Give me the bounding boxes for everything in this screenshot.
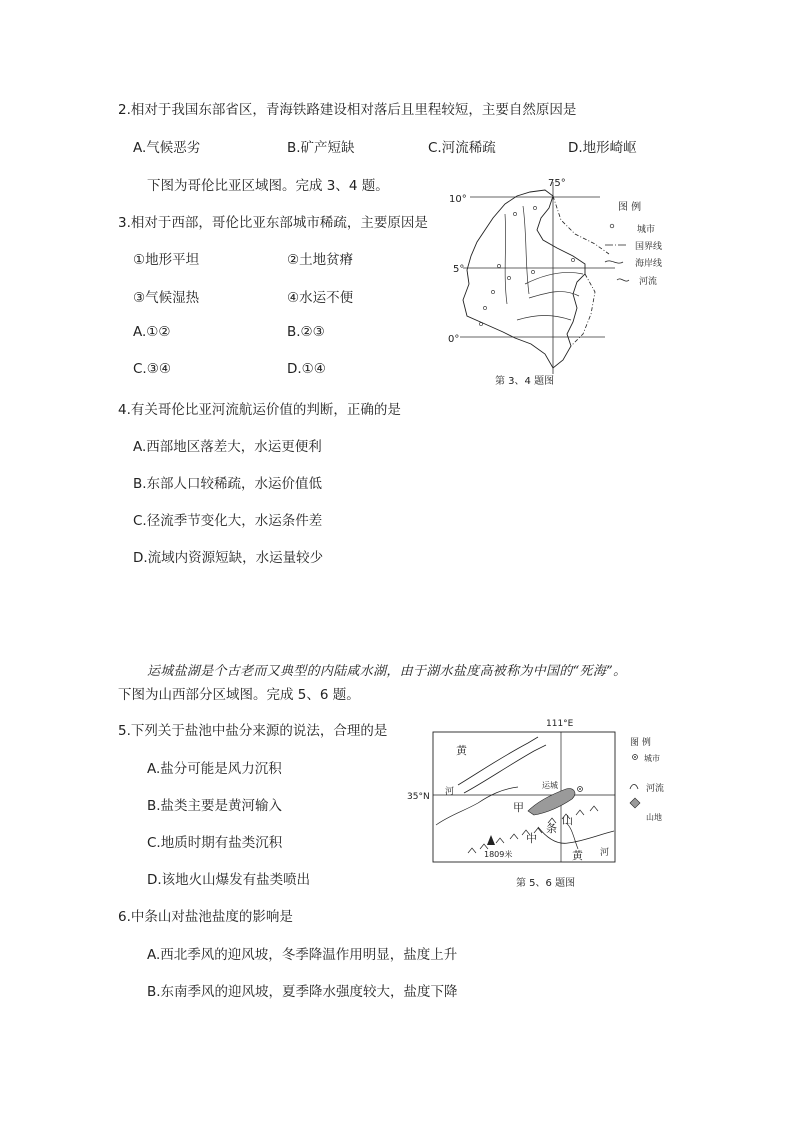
river-5 xyxy=(517,316,571,321)
q3-option-d: D.①④ xyxy=(287,361,326,377)
q3-option-b: B.②③ xyxy=(287,324,325,340)
city-dot-5 xyxy=(491,290,494,293)
label-jia: 甲 xyxy=(513,801,524,814)
shanxi-map xyxy=(378,715,708,893)
q5-stem: 5.下列关于盐池中盐分来源的说法，合理的是 xyxy=(118,723,388,739)
q3-stem: 3.相对于西部，哥伦比亚东部城市稀疏，主要原因是 xyxy=(118,215,428,231)
q5-option-a: A.盐分可能是风力沉积 xyxy=(147,761,282,777)
q6-stem: 6.中条山对盐池盐度的影响是 xyxy=(118,909,293,925)
intro-3-4: 下图为哥伦比亚区域图。完成 3、4 题。 xyxy=(147,178,389,194)
colombia-map xyxy=(445,174,685,389)
legend-city-icon xyxy=(610,224,614,228)
q4-option-b: B.东部人口较稀疏，水运价值低 xyxy=(133,476,323,492)
map1-legend-city: 城市 xyxy=(637,225,656,235)
q4-option-d: D.流域内资源短缺，水运量较少 xyxy=(133,550,324,566)
map2-legend-river: 河流 xyxy=(646,784,665,794)
label-yuncheng: 运城 xyxy=(542,781,558,790)
q3-option-a: A.①② xyxy=(133,324,171,340)
q2-option-a: A.气候恶劣 xyxy=(133,140,201,156)
map2-legend-mountain: 山地 xyxy=(646,813,662,822)
legend-mountain-icon xyxy=(630,798,640,808)
q2-option-b: B.矿产短缺 xyxy=(287,140,355,156)
lat-label-5: 5° xyxy=(453,264,465,275)
city-dot-2 xyxy=(533,206,536,209)
q4-stem: 4.有关哥伦比亚河流航运价值的判断，正确的是 xyxy=(118,402,401,418)
legend-river-icon xyxy=(617,279,629,281)
lat-label-35: 35°N xyxy=(407,792,430,802)
q3-item-1: ①地形平坦 xyxy=(133,252,200,268)
map2-legend-title: 图 例 xyxy=(630,738,651,748)
label-huang-bottom: 黄 xyxy=(572,849,583,862)
city-dot-3 xyxy=(497,264,500,267)
label-tiao: 条 xyxy=(546,822,557,835)
lon-label-111: 111°E xyxy=(546,719,574,729)
label-he-bottom: 河 xyxy=(600,848,610,858)
city-dot-4 xyxy=(507,276,510,279)
yellow-river-upper-1 xyxy=(458,737,538,785)
q3-item-3: ③气候湿热 xyxy=(133,290,200,306)
label-shan: 山 xyxy=(562,814,573,827)
map1-legend-title: 图 例 xyxy=(618,202,642,213)
city-dot-1 xyxy=(513,212,516,215)
river-2 xyxy=(523,206,529,294)
border-line-2 xyxy=(571,274,595,346)
river-3 xyxy=(525,272,583,284)
map1-caption: 第 3、4 题图 xyxy=(495,376,555,387)
peak-triangle-icon xyxy=(487,835,495,845)
q5-option-b: B.盐类主要是黄河输入 xyxy=(147,798,283,814)
label-he-left: 河 xyxy=(445,787,455,797)
label-zhong: 中 xyxy=(526,832,537,845)
river-1 xyxy=(505,214,507,304)
lat-label-10: 10° xyxy=(449,194,467,205)
river-4 xyxy=(529,292,579,298)
map2-legend-city: 城市 xyxy=(644,754,660,763)
q3-item-2: ②土地贫瘠 xyxy=(287,252,354,268)
q2-stem: 2.相对于我国东部省区，青海铁路建设相对落后且里程较短，主要自然原因是 xyxy=(118,102,577,118)
q3-item-4: ④水运不便 xyxy=(287,290,354,306)
border-line-1 xyxy=(553,196,609,254)
label-huang-top: 黄 xyxy=(456,744,467,757)
map2-caption: 第 5、6 题图 xyxy=(516,878,576,889)
map1-legend-river: 河流 xyxy=(639,277,658,287)
q5-option-d: D.该地火山爆发有盐类喷出 xyxy=(147,872,311,888)
q6-option-a: A.西北季风的迎风坡，冬季降温作用明显，盐度上升 xyxy=(147,947,458,963)
q2-option-d: D.地形崎岖 xyxy=(568,140,637,156)
map1-legend-border: 国界线 xyxy=(635,242,663,252)
yellow-river-upper-2 xyxy=(464,745,546,793)
q4-option-c: C.径流季节变化大，水运条件差 xyxy=(133,513,323,529)
yuncheng-city-dot xyxy=(579,788,581,790)
lat-label-0: 0° xyxy=(448,334,460,345)
city-dot-6 xyxy=(483,306,486,309)
q6-option-b: B.东南季风的迎风坡，夏季降水强度较大，盐度下降 xyxy=(147,984,458,1000)
lon-label-75: 75° xyxy=(548,178,566,189)
intro-5-6-line2: 下图为山西部分区域图。完成 5、6 题。 xyxy=(118,687,360,703)
legend-city-dot xyxy=(634,756,636,758)
q3-option-c: C.③④ xyxy=(133,361,171,377)
label-elevation: 1809米 xyxy=(484,850,513,859)
legend-coast-icon xyxy=(605,261,623,263)
legend-river-icon xyxy=(630,785,638,790)
map1-legend-coast: 海岸线 xyxy=(635,259,663,269)
city-dot-7 xyxy=(531,270,534,273)
city-dot-8 xyxy=(571,258,574,261)
q4-option-a: A.西部地区落差大，水运更便利 xyxy=(133,439,322,455)
q5-option-c: C.地质时期有盐类沉积 xyxy=(147,835,283,851)
salt-lake xyxy=(528,789,575,815)
city-dot-9 xyxy=(479,322,482,325)
q2-option-c: C.河流稀疏 xyxy=(428,140,496,156)
intro-5-6-line1: 运城盐湖是个古老而又典型的内陆咸水湖，由于湖水盐度高被称为中国的“死海”。 xyxy=(147,664,627,679)
